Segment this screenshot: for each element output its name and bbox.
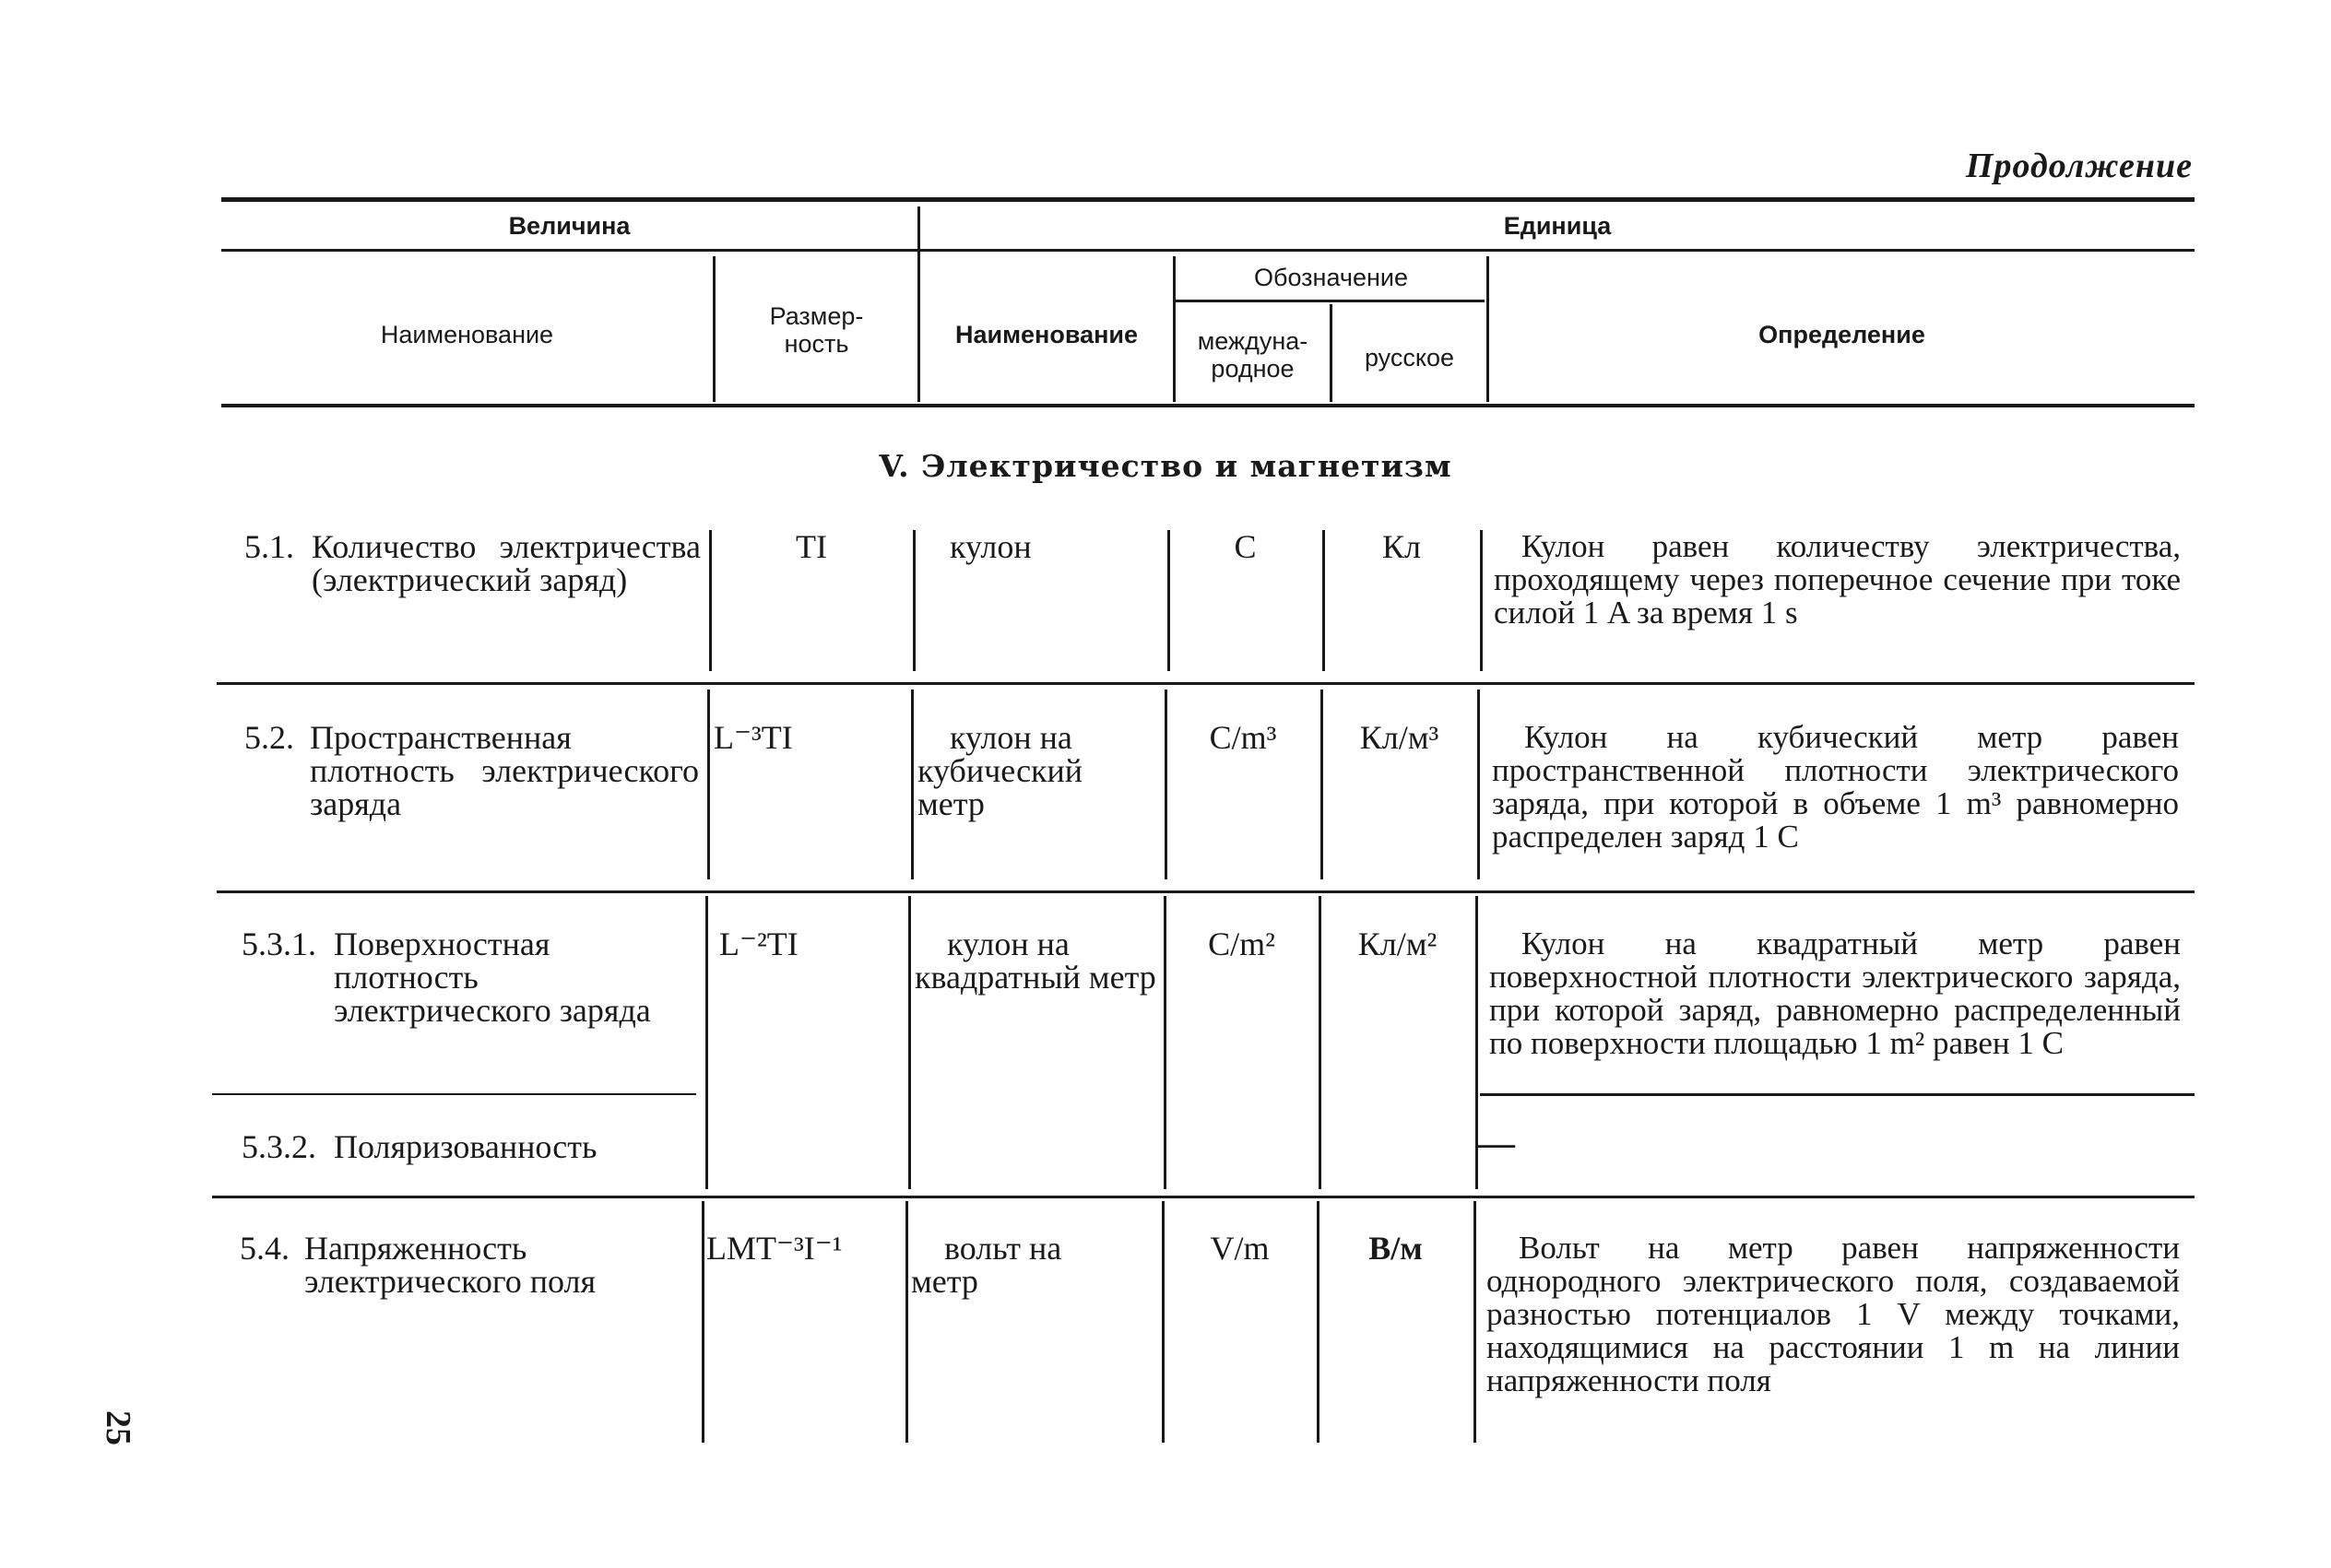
header-unit-group: Единица [1503,212,1612,240]
body-divider [905,1201,908,1443]
header-top-rule [221,197,2195,202]
body-divider [1473,1201,1476,1443]
unit-name: кулон на кубический метр [917,719,1083,822]
header-definition: Определение [1758,321,1925,348]
unit-name: кулон [950,528,1032,565]
unit-name: кулон на квадратный метр [915,925,1156,996]
international-symbol: C/m² [1208,925,1275,962]
row-number: 5.3.1. [242,925,316,962]
row-number: 5.3.2. [242,1128,316,1165]
international-symbol: C/m³ [1209,719,1277,756]
quantity-name: Напряженность электрического поля [304,1230,597,1300]
body-divider [1320,690,1323,879]
header-international: междуна- родное [1197,327,1308,383]
russian-symbol: Кл [1382,528,1421,565]
body-divider [705,896,708,1189]
body-divider [1165,690,1167,879]
row-separator [217,890,2195,893]
dimension-value: L⁻³TI [714,719,793,756]
header-quantity-name: Наименование [380,321,554,348]
unit-definition: Кулон на квадратный метр равен поверхностной плотности электрического заряда, при которой заряд, равномерно распределенный по поверхности площадью 1 m² равен 1 C [1489,925,2181,1061]
page-number: 25 [99,1410,137,1445]
row-separator [217,682,2195,685]
body-divider [1477,690,1480,879]
quantity-name: Поверхностная плотность электрического заряда [334,925,651,1029]
russian-symbol: В/м [1368,1230,1423,1267]
body-divider [911,690,914,879]
international-symbol: C [1234,528,1257,565]
row-number: 5.4. [240,1230,290,1267]
unit-definition: Кулон равен количеству электричества, проходящему через поперечное сечение при токе силой 1 A за время 1 s [1494,528,2181,631]
russian-symbol: Кл/м³ [1359,719,1439,756]
unit-definition: Вольт на метр равен напряженности однородного электрического поля, создаваемой разностью потенциалов 1 V между точками, находящимися на расстоянии 1 m на линии напряженности поля [1486,1230,2180,1398]
row-number: 5.1. [244,528,294,565]
quantity-name: Количество электричества (электрический заряд) [312,528,701,598]
header-dimension: Размер- ность [769,302,864,358]
international-symbol: V/m [1210,1230,1270,1267]
row-separator-sub [1480,1093,2195,1096]
unit-definition: Кулон на кубический метр равен пространственной плотности электрического заряда, при которой в объеме 1 m³ равномерно распределен заряд 1 C [1492,719,2179,855]
dimension-value: TI [796,528,827,565]
unit-name: вольт на метр [911,1230,1062,1300]
body-divider [908,896,911,1189]
body-divider [707,690,710,879]
header-quantity-group: Величина [508,212,631,240]
quantity-name: Пространственная плотность электрического заряда [310,719,699,822]
header-bottom-rule [221,404,2195,407]
row-separator-sub [212,1093,696,1095]
body-divider [1480,530,1483,671]
row-separator [212,1196,2195,1198]
header-group-rule [221,249,2195,252]
section-title: V. Электричество и магнетизм [879,448,1452,484]
quantity-name: Поляризованность [334,1128,598,1165]
body-divider [913,530,916,671]
russian-symbol: Кл/м² [1357,925,1438,962]
body-divider [702,1201,704,1443]
header-unit-name: Наименование [954,321,1139,348]
header-designation-group: Обозначение [1254,264,1408,291]
definition-dash: — [1478,1122,1515,1163]
header-russian: русское [1364,344,1455,371]
dimension-value: LMT⁻³I⁻¹ [706,1230,843,1267]
designation-rule [1176,300,1485,302]
dimension-value: L⁻²TI [719,925,799,962]
row-number: 5.2. [244,719,294,756]
continuation-label: Продолжение [1965,147,2193,185]
